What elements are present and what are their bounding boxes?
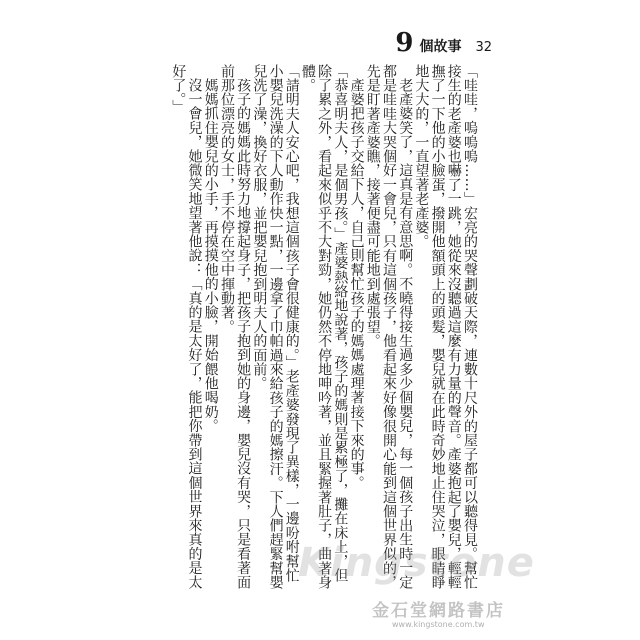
paragraph: 「恭喜明夫人，是個男孩。」產婆熱絡地說著，孩子的媽則是累極了，攤在床上，但除了累之外，看起來似乎不大對勁，她仍然不停地呻吟著，並且緊握著肚子，曲著身體。 bbox=[299, 64, 349, 590]
book-title-number: 9 bbox=[395, 28, 414, 58]
watermark-url: www.kingstone.com.tw bbox=[392, 620, 485, 629]
paragraph: 「哇哇，嗚嗚嗚……」宏亮的哭聲劃破天際，連數十尺外的屋子都可以聽得見。幫忙接生的老產婆也嚇了一跳，她從來沒聽過這麼有力量的聲音。產婆抱起了嬰兒，輕輕撫了一下他的小臉蛋，撥開他額頭上的頭髮，嬰兒就在此時奇妙地止住哭泣，眼睛睜地大大的，一直望著老產婆。 bbox=[413, 64, 478, 590]
watermark-store-name: 金石堂網路書店 bbox=[372, 601, 505, 621]
paragraph: 沒一會兒，她微笑地望著他說：「真的是太好了，能把你帶到這個世界來真的是太好了。」 bbox=[170, 64, 203, 590]
paragraph: 「請明夫人安心吧，我想這個孩子會很健康的。」老產婆發現了異樣，一邊吩咐幫忙小嬰兒洗澡的下人動作快一點，一邊拿了巾帕過來給孩子的媽擦汗。下人們趕緊幫嬰兒洗了澡，換好衣服，並把嬰兒抱到明夫人的面前。 bbox=[251, 64, 300, 590]
running-header bbox=[395, 30, 492, 56]
watermark-logo: Kingstone bbox=[298, 540, 535, 586]
paragraph: 產婆把孩子交給下人，自己則幫忙孩子的媽媽處理著接下來的事。 bbox=[348, 78, 365, 490]
body-text bbox=[170, 64, 478, 594]
paragraph: 孩子的媽媽此時努力地撐起身子，把孩子抱到她的身邊，嬰兒沒有哭，只是看著面前那位漂亮的女士，手不停在空中揮動著。 bbox=[218, 64, 252, 590]
paragraph: 老產婆笑了，這真是有意思啊。不曉得接生過多少個嬰兒，每一個孩子出生時一定都是哇哇大哭個好一會兒，只有這個孩子，他看起來好像很開心能到這個世界似的，先是盯著產婆瞧，接著便盡可能地到處張望。 bbox=[364, 64, 414, 590]
book-title: 個故事 bbox=[419, 39, 462, 55]
paragraph: 媽媽抓住嬰兒的小手，再摸摸他的小臉，開始餵他喝奶。 bbox=[202, 78, 219, 433]
page-number: 32 bbox=[475, 40, 492, 55]
